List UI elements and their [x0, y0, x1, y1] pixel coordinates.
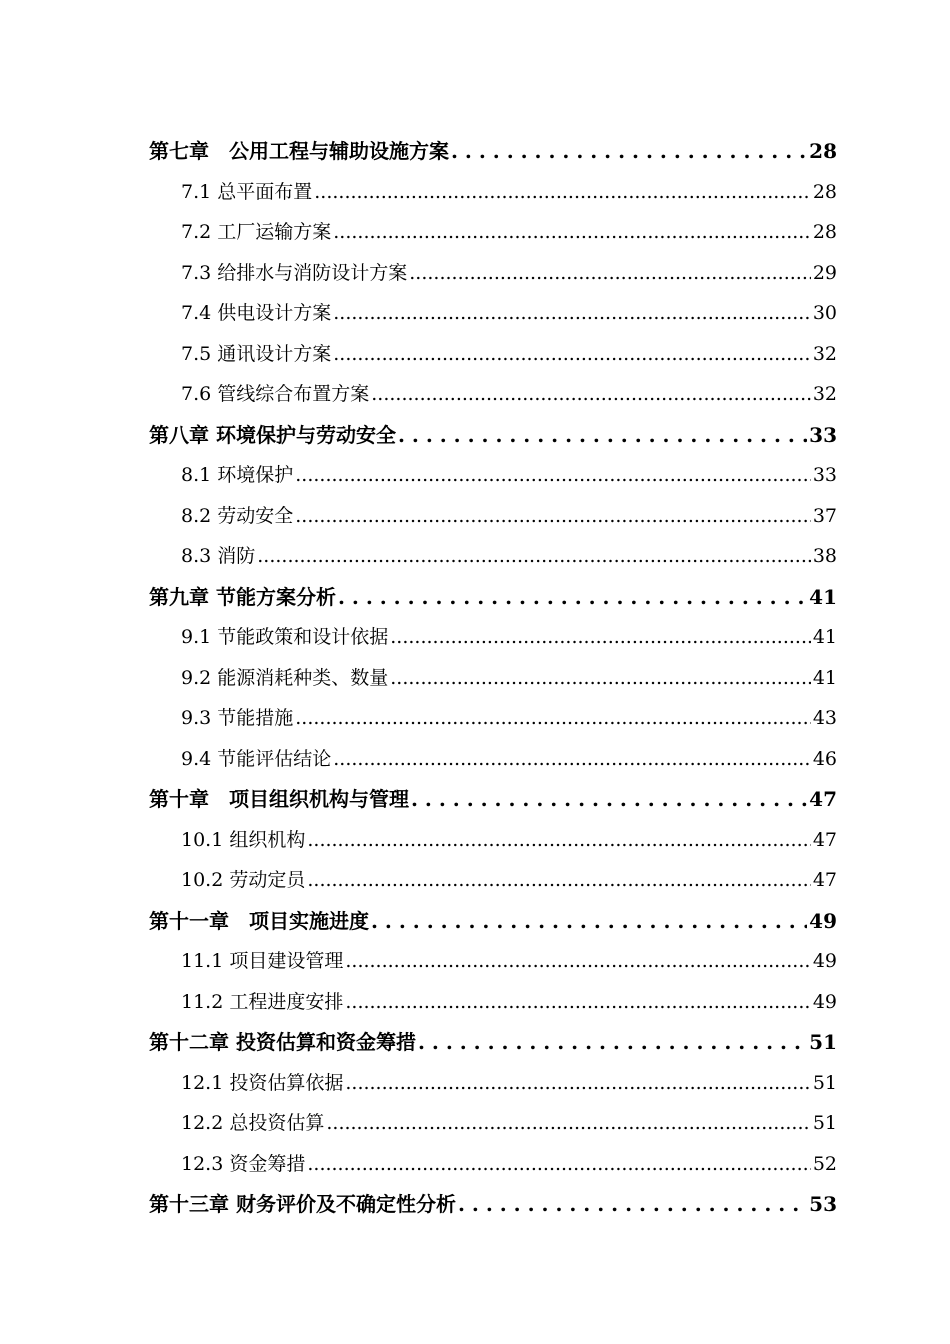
toc-leader: [257, 536, 811, 577]
toc-section-9-3[interactable]: [149, 698, 837, 739]
toc-leader: [295, 496, 811, 537]
toc-leader: [333, 212, 811, 253]
toc-section-10-1[interactable]: [149, 820, 837, 861]
toc-title: 7.6 管线综合布置方案: [181, 383, 370, 405]
toc-page-number: 41: [809, 584, 837, 609]
toc-page-number: 41: [812, 626, 837, 648]
toc-title: 7.2 工厂运输方案: [181, 221, 332, 243]
toc-title: 第十三章 财务评价及不确定性分析: [149, 1192, 456, 1216]
toc-leader: [418, 1022, 807, 1063]
toc-section-12-3[interactable]: [149, 1144, 837, 1185]
toc-leader: [295, 455, 811, 496]
table-of-contents: [149, 131, 837, 1225]
toc-leader: [333, 739, 811, 780]
toc-leader: [333, 334, 811, 375]
toc-title: 第八章 环境保护与劳动安全: [149, 422, 396, 447]
toc-page-number: 49: [812, 990, 837, 1013]
toc-page-number: 53: [809, 1192, 837, 1216]
toc-title: 第七章 公用工程与辅助设施方案: [149, 139, 449, 163]
toc-title: 8.2 劳动安全: [181, 504, 294, 527]
toc-leader: [398, 415, 807, 456]
toc-title: 11.2 工程进度安排: [181, 990, 344, 1013]
toc-title: 11.1 项目建设管理: [181, 950, 344, 972]
toc-page-number: 33: [812, 464, 837, 486]
toc-title: 12.2 总投资估算: [181, 1112, 325, 1134]
toc-chapter-9[interactable]: [149, 577, 837, 618]
toc-title: 7.1 总平面布置: [181, 180, 313, 203]
toc-page-number: 32: [812, 383, 837, 405]
toc-leader: [390, 617, 811, 658]
toc-leader: [345, 941, 810, 982]
toc-leader: [333, 293, 811, 334]
toc-leader: [411, 779, 807, 820]
toc-chapter-8[interactable]: [149, 415, 837, 456]
toc-leader: [338, 577, 807, 618]
toc-page-number: 51: [809, 1030, 837, 1054]
toc-page-number: 52: [812, 1152, 837, 1175]
toc-page-number: 33: [809, 422, 837, 447]
toc-leader: [371, 901, 807, 942]
toc-title: 10.1 组织机构: [181, 828, 306, 851]
toc-title: 7.5 通讯设计方案: [181, 342, 332, 365]
toc-chapter-11[interactable]: [149, 901, 837, 942]
toc-title: 第十二章 投资估算和资金筹措: [149, 1030, 416, 1054]
toc-page-number: 51: [812, 1071, 837, 1094]
toc-title: 9.1 节能政策和设计依据: [181, 626, 389, 648]
toc-title: 9.3 节能措施: [181, 707, 294, 729]
toc-section-11-1[interactable]: [149, 941, 837, 982]
toc-leader: [345, 982, 810, 1023]
toc-page-number: 47: [812, 828, 837, 851]
toc-section-11-2[interactable]: [149, 982, 837, 1023]
toc-page-number: 47: [812, 869, 837, 891]
toc-page-number: 30: [812, 302, 837, 324]
toc-leader: [307, 820, 810, 861]
toc-leader: [458, 1184, 807, 1225]
toc-section-9-2[interactable]: [149, 658, 837, 699]
toc-chapter-13[interactable]: [149, 1184, 837, 1225]
toc-chapter-10[interactable]: [149, 779, 837, 820]
toc-section-8-1[interactable]: [149, 455, 837, 496]
toc-leader: [295, 698, 811, 739]
toc-title: 9.2 能源消耗种类、数量: [181, 666, 389, 689]
toc-section-8-2[interactable]: [149, 496, 837, 537]
toc-page-number: 38: [812, 545, 837, 567]
toc-leader: [345, 1063, 810, 1104]
toc-leader: [314, 172, 811, 213]
toc-chapter-7[interactable]: [149, 131, 837, 172]
toc-section-7-6[interactable]: [149, 374, 837, 415]
toc-page-number: 28: [812, 180, 837, 203]
toc-title: 8.3 消防: [181, 545, 256, 567]
toc-page-number: 47: [809, 787, 837, 811]
toc-leader: [371, 374, 811, 415]
toc-page-number: 29: [812, 261, 837, 284]
toc-section-10-2[interactable]: [149, 860, 837, 901]
toc-title: 7.3 给排水与消防设计方案: [181, 261, 408, 284]
toc-title: 第十一章 项目实施进度: [149, 908, 369, 933]
toc-section-7-2[interactable]: [149, 212, 837, 253]
toc-section-12-1[interactable]: [149, 1063, 837, 1104]
toc-section-7-1[interactable]: [149, 172, 837, 213]
toc-page-number: 28: [812, 221, 837, 243]
toc-title: 9.4 节能评估结论: [181, 747, 332, 770]
toc-title: 12.3 资金筹措: [181, 1152, 306, 1175]
toc-leader: [390, 658, 811, 699]
toc-title: 10.2 劳动定员: [181, 869, 306, 891]
toc-section-8-3[interactable]: [149, 536, 837, 577]
toc-section-7-5[interactable]: [149, 334, 837, 375]
toc-page-number: 37: [812, 504, 837, 527]
toc-section-7-3[interactable]: [149, 253, 837, 294]
toc-title: 12.1 投资估算依据: [181, 1071, 344, 1094]
toc-section-12-2[interactable]: [149, 1103, 837, 1144]
toc-title: 7.4 供电设计方案: [181, 302, 332, 324]
toc-leader: [307, 860, 810, 901]
toc-section-7-4[interactable]: [149, 293, 837, 334]
toc-leader: [451, 131, 807, 172]
toc-page-number: 46: [812, 747, 837, 770]
toc-page-number: 32: [812, 342, 837, 365]
toc-leader: [307, 1144, 810, 1185]
toc-leader: [326, 1103, 810, 1144]
toc-page-number: 49: [812, 950, 837, 972]
toc-chapter-12[interactable]: [149, 1022, 837, 1063]
toc-leader: [409, 253, 811, 294]
toc-title: 第十章 项目组织机构与管理: [149, 787, 409, 811]
toc-section-9-4[interactable]: [149, 739, 837, 780]
toc-page-number: 43: [812, 707, 837, 729]
toc-title: 8.1 环境保护: [181, 464, 294, 486]
toc-title: 第九章 节能方案分析: [149, 584, 336, 609]
toc-page-number: 41: [812, 666, 837, 689]
toc-page-number: 28: [809, 139, 837, 163]
toc-page-number: 51: [812, 1112, 837, 1134]
toc-section-9-1[interactable]: [149, 617, 837, 658]
toc-page-number: 49: [809, 908, 837, 933]
